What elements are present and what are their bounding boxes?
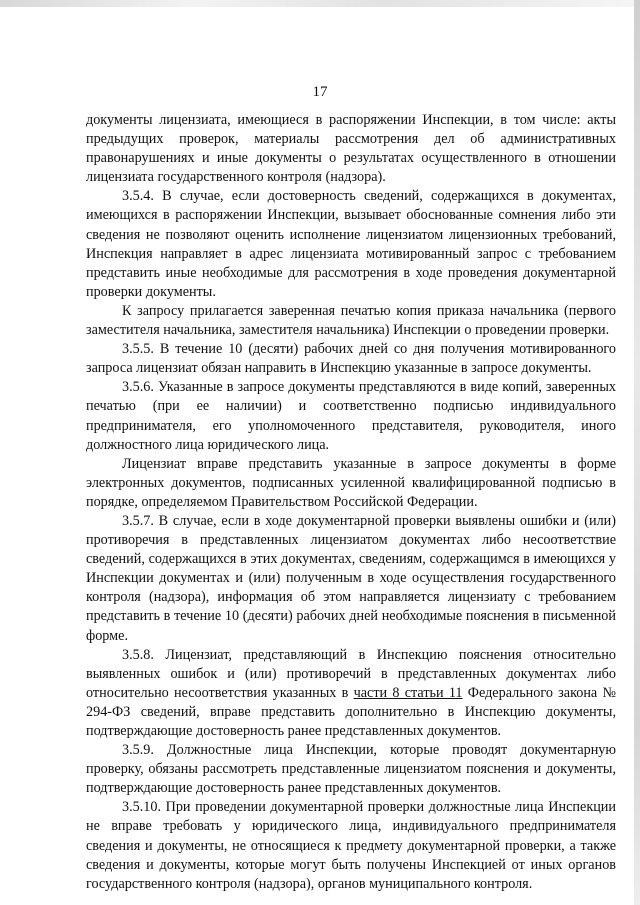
paragraph-3-5-4: 3.5.4. В случае, если достоверность сведений, содержащихся в документах, имеющихся в распоряжении Инспекции, вызывает обоснованные сомнения либо эти сведения не позволяют оценить исполнение лицензиатом лицензионных требований, Инспекция направляет в адрес лицензиата мотивированный запрос с требованием представить иные необходимые для рассмотрения в ходе проведения документарной проверки документы.	[86, 188, 616, 300]
paragraph-3-5-5: 3.5.5. В течение 10 (десяти) рабочих дней со дня получения мотивированного запроса лицензиат обязан направить в Инспекцию указанные в запросе документы.	[86, 341, 616, 377]
paragraph-electronic-documents: Лицензиат вправе представить указанные в запросе документы в форме электронных документов, подписанных усиленной квалифицированной подписью в порядке, определяемом Правительством Российской Федерации.	[86, 455, 616, 510]
paragraph-3-5-8-after: Федерального закона № 294-ФЗ сведений, вправе представить дополнительно в Инспекцию документы, подтверждающие достоверность ранее представленных документов.	[86, 684, 617, 739]
scan-top-edge	[0, 0, 640, 7]
law-reference-link[interactable]: части 8 статьи 11	[353, 684, 463, 701]
document-body	[86, 111, 616, 894]
paragraph-3-5-8-before: 3.5.8. Лицензиат, представляющий в Инспекцию пояснения относительно выявленных ошибок и (или) противоречий в представленных документах либо относительно несоответствия указанных в	[86, 646, 616, 701]
paragraph-continuation: документы лицензиата, имеющиеся в распоряжении Инспекции, в том числе: акты предыдущих проверок, материалы рассмотрения дел об административных правонарушениях и иные документы о результатах осуществленного в отношении лицензиата государственного контроля (надзора).	[86, 112, 616, 186]
paragraph-3-5-8	[86, 646, 616, 741]
scan-right-edge	[634, 0, 640, 905]
paragraph-3-5-10: 3.5.10. При проведении документарной проверки должностные лица Инспекции не вправе требовать у юридического лица, индивидуального предпринимателя сведения и документы, не относящиеся к предмету документарной проверки, а также сведения и документы, которые могут быть получены Инспекцией от иных органов государственного контроля (надзора), органов муниципального контроля.	[86, 799, 616, 892]
paragraph-3-5-6: 3.5.6. Указанные в запросе документы представляются в виде копий, заверенных печатью (при ее наличии) и соответственно подписью индивидуального предпринимателя, его уполномоченного представителя, руководителя, иного должностного лица юридического лица.	[86, 379, 616, 453]
page-number: 17	[312, 84, 328, 100]
paragraph-3-5-9: 3.5.9. Должностные лица Инспекции, которые проводят документарную проверку, обязаны рассмотреть представленные лицензиатом пояснения и документы, подтверждающие достоверность ранее представленных документов.	[86, 742, 616, 797]
paragraph-3-5-7: 3.5.7. В случае, если в ходе документарной проверки выявлены ошибки и (или) противоречия в представленных лицензиатом документах либо несоответствие сведений, содержащихся в этих документах, сведениям, содержащимся в имеющихся у Инспекции документах и (или) полученным в ходе осуществления государственного контроля (надзора), информация об этом направляется лицензиату с требованием представить в течение 10 (десяти) рабочих дней необходимые пояснения в письменной форме.	[86, 512, 616, 644]
paragraph-request-attachment: К запросу прилагается заверенная печатью копия приказа начальника (первого заместителя начальника, заместителя начальника) Инспекции о проведении проверки.	[86, 302, 616, 339]
